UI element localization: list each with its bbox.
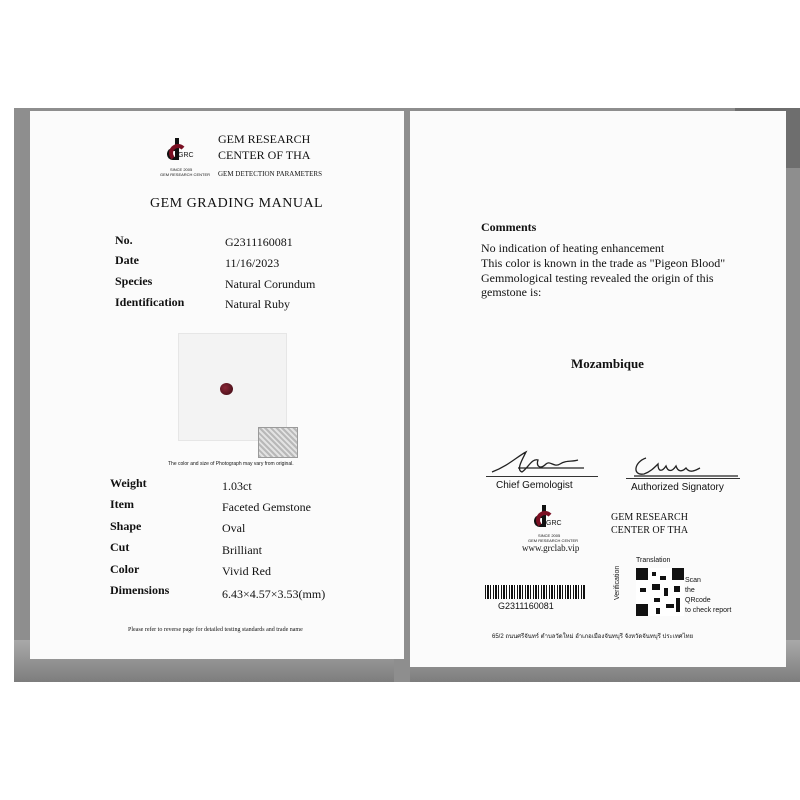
info-label-species: Species xyxy=(115,274,153,288)
logo-subtitle: GEM RESEARCH CENTER xyxy=(160,172,211,177)
spec-value-weight: 1.03ct xyxy=(222,479,252,493)
page-title: GEM GRADING MANUAL xyxy=(150,196,324,211)
spec-label-shape: Shape xyxy=(110,519,142,533)
comment-line-1: No indication of heating enhancement xyxy=(481,241,665,255)
spec-label-color: Color xyxy=(110,562,140,576)
info-label-identification: Identification xyxy=(115,295,185,309)
comments-heading: Comments xyxy=(481,220,537,234)
barcode xyxy=(485,585,585,599)
info-value-date: 11/16/2023 xyxy=(225,256,280,270)
scan-line-1: Scan xyxy=(685,577,701,584)
photo-caption: The color and size of Photograph may vary from original. xyxy=(168,461,294,467)
logo-text: GRC xyxy=(178,152,194,159)
logo-text: GRC xyxy=(546,520,562,527)
spec-value-item: Faceted Gemstone xyxy=(222,500,311,514)
info-label-date: Date xyxy=(115,253,139,267)
scan-line-4: to check report xyxy=(685,607,732,614)
spec-value-shape: Oval xyxy=(222,521,246,535)
spec-value-color: Vivid Red xyxy=(222,564,271,578)
org-name-line2: CENTER OF THA xyxy=(218,148,311,162)
signature-line-left xyxy=(486,476,598,477)
hologram-sticker xyxy=(258,427,298,458)
origin-value: Mozambique xyxy=(571,356,644,371)
authorized-signatory-label: Authorized Signatory xyxy=(631,482,724,493)
signature-line-right xyxy=(626,478,740,479)
chief-gemologist-signature xyxy=(488,446,598,480)
website: www.grclab.vip xyxy=(522,543,580,553)
spec-value-cut: Brilliant xyxy=(222,543,262,557)
spec-value-dimensions: 6.43×4.57×3.53(mm) xyxy=(222,587,326,601)
scan-line-2: the xyxy=(685,587,695,594)
barcode-number: G2311160081 xyxy=(498,601,554,611)
org-name-line1: GEM RESEARCH xyxy=(218,132,311,146)
spec-label-item: Item xyxy=(110,497,134,511)
ruby-gem-image xyxy=(220,383,233,395)
chief-gemologist-label: Chief Gemologist xyxy=(496,480,573,491)
org-name-line1-right: GEM RESEARCH xyxy=(611,512,688,523)
logo-subtitle: GEM RESEARCH CENTER xyxy=(528,538,579,543)
translation-label: Translation xyxy=(636,557,671,564)
info-label-no: No. xyxy=(115,233,133,247)
org-tagline: GEM DETECTION PARAMETERS xyxy=(218,170,322,178)
certificate-right-page xyxy=(410,111,786,667)
qr-code[interactable] xyxy=(636,568,684,616)
scan-line-3: QRcode xyxy=(685,597,711,604)
logo-since: SINCE 2005 xyxy=(170,167,193,172)
spec-label-cut: Cut xyxy=(110,540,130,554)
comment-line-4: gemstone is: xyxy=(481,285,542,299)
verification-label: Verification xyxy=(614,565,621,600)
logo-since: SINCE 2005 xyxy=(538,533,561,538)
comment-line-2: This color is known in the trade as "Pigeon Blood" xyxy=(481,256,726,270)
info-value-species: Natural Corundum xyxy=(225,277,316,291)
spec-label-dimensions: Dimensions xyxy=(110,583,170,597)
grc-logo-icon xyxy=(532,505,560,533)
spec-label-weight: Weight xyxy=(110,476,147,490)
info-value-no: G2311160081 xyxy=(225,235,293,249)
org-name-line2-right: CENTER OF THA xyxy=(611,525,689,536)
info-value-identification: Natural Ruby xyxy=(225,297,290,311)
footer-note: Please refer to reverse page for detailed testing standards and trade name xyxy=(128,627,303,633)
comment-line-3: Gemmological testing revealed the origin of this xyxy=(481,271,714,285)
address: 65/2 ถนนศรีจันทร์ ตำบลวัดใหม่ อำเภอเมืองจันทบุรี จังหวัดจันทบุรี ประเทศไทย xyxy=(492,634,694,640)
